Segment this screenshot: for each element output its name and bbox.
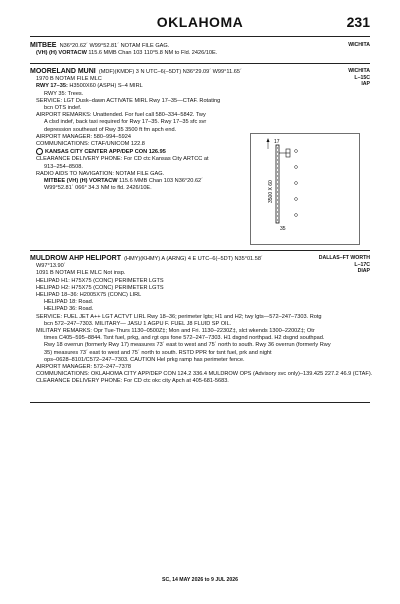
airport-diagram [250, 133, 360, 245]
state-title: OKLAHOMA [156, 14, 244, 30]
muldrow-elev: 1091 B NOTAM FILE MLC Not insp. [36, 270, 126, 277]
muldrow-chart-refs [319, 255, 370, 275]
airport-diagram-svg [250, 133, 360, 245]
muldrow-mil-5: ops–0628–8101/C572–247–7303. CAUTION Hel prkg ramp has perimeter fence. [44, 356, 245, 363]
mooreland-service: SERVICE: LGT Dusk–dawn ACTIVATE MIRL Rwy 17–35—CTAF. Rotating [36, 97, 221, 104]
mooreland-radio-3: W99°52.81´ 066° 34.3 NM to fld. 2426/10E. [44, 185, 152, 192]
mooreland-radio-label: MITBEE (VH) (H) VORTACW [44, 178, 118, 185]
mooreland-remarks-3: depression southeast of Rwy 35 3500 ft fm apch end. [44, 126, 177, 133]
tree-icon [295, 182, 298, 185]
muldrow-name: MULDROW AHP HELIPORT [30, 255, 121, 262]
divider-3 [30, 402, 370, 403]
muldrow-rwy: HELIPAD 18–36: H2005X75 (CONC) LIRL [36, 292, 142, 299]
mooreland-rwy-label: RWY 17–35: [36, 83, 68, 90]
muldrow-mil-1: MILITARY REMARKS: Opr Tue-Thurs 1130–0500Z‡; Mon and Fri. 1130–2230Z‡, slct wkends 1300–2200Z‡; Otr [36, 328, 315, 335]
muldrow-entry [30, 255, 373, 386]
mooreland-kc: KANSAS CITY CENTER APP/DEP CON 126.95 [45, 149, 166, 156]
mooreland-name: MOORELAND MUNI [30, 68, 96, 75]
runway-17-label: 17 [274, 139, 280, 145]
muldrow-service-2: bcn 572–247–7303. MILITARY— JASU 1 AGPU F. FUEL J8 FLUID SP OIL. [44, 320, 232, 327]
runway-35-label: 35 [280, 226, 286, 232]
mooreland-ref-3: IAP [361, 81, 370, 87]
mitbee-chart-ref: WICHITA [348, 42, 370, 48]
runway-length-label: 3500 X 60 [268, 180, 274, 203]
mooreland-chart-refs [348, 68, 370, 88]
divider-2 [30, 250, 370, 251]
muldrow-mil-3: Rwy 18 overrun (formerly Rwy 17) measures 73´ east to west and 75´ north to south. Rwy 36 overrun (formerly Rwy [44, 342, 331, 349]
muldrow-comms: COMMUNICATIONS: OKLAHOMA CITY APP/DEP CON 124.2 336.4 MULDROW OPS (Advisory svc only)–139.425 227.2 46.9 (CTAF). [36, 371, 373, 378]
mitbee-coords: N36°20.62´ W99°52.81´ NOTAM FILE GAG. [59, 43, 170, 49]
mooreland-clearance: CLEARANCE DELIVERY PHONE: For CD ctc Kansas City ARTCC at [36, 156, 209, 163]
mitbee-name: MITBEE [30, 42, 57, 49]
mooreland-remarks-2: A clsd indef, back taxi required for Rwy 17–35. Rwy 17–35 sfc svr [44, 119, 207, 126]
mooreland-clearance-2: 913–254–8508. [44, 163, 83, 170]
mitbee-entry [30, 42, 370, 57]
muldrow-mil-4: 35) measures 73´ east to west and 75´ north to south. RSTD PPR for tsnt fuel, prk and night [44, 349, 272, 356]
mooreland-radio-2: 115.6 MMB Chan 103 N36°20.62´ [119, 178, 204, 185]
tree-icon [295, 150, 298, 153]
header-rule [30, 36, 370, 37]
muldrow-h18: HELIPAD 18: Road. [44, 299, 94, 306]
muldrow-ref-3: DIAP [357, 268, 370, 274]
mooreland-comms: COMMUNICATIONS: CTAF/UNICOM 122.8 [36, 141, 145, 148]
tree-icon [295, 198, 298, 201]
mitbee-vortac-label: (VH) (H) VORTACW [36, 50, 87, 57]
muldrow-mil-2: times C405–595–8844. Tsnt fuel, prkg, and rgt ops fone 572–247–7303. H1 dsgnd northpad. H2 dsgnd southpad. [44, 335, 325, 342]
page-footer: SC, 14 MAY 2026 to 9 JUL 2026 [161, 577, 239, 583]
mooreland-ident: (MDF)(KMDF) 3 N UTC–6(–5DT) N36°29.09´ W99°11.65´ [98, 69, 242, 75]
muldrow-service: SERVICE: FUEL JET A++ LGT ACTVT LIRL Rwy 18–36; perimeter lgts; H1 and H2; twy lgts—572–247–7303. Rotg [36, 313, 322, 320]
mooreland-service-2: bcn OTS indef. [44, 105, 82, 112]
mooreland-manager: AIRPORT MANAGER: 580–994–5924 [36, 133, 131, 140]
tree-icon [295, 214, 298, 217]
page-number: 231 [346, 14, 370, 30]
mooreland-rwy: H3500X60 (ASPH) S–4 MIRL [69, 83, 143, 90]
muldrow-h2: HELIPAD H2: H75X75 (CONC) PERIMETER LGTS [36, 284, 164, 291]
muldrow-ident: (HMY)(KHMY) A (ARNG) 4 E UTC–6(–5DT) N35°01.58´ [124, 256, 263, 262]
mooreland-remarks: AIRPORT REMARKS: Unattended. For fuel call 580–334–5842. Twy [36, 112, 206, 119]
north-arrowhead-icon [267, 138, 270, 142]
mitbee-vortac: 115.6 MMB Chan 103 110°5.8 NM to Fld. 2426/10E. [88, 50, 218, 57]
muldrow-manager: AIRPORT MANAGER: 572–247–7378 [36, 364, 131, 371]
page-header [30, 14, 370, 36]
mooreland-radio: RADIO AIDS TO NAVIGATION: NOTAM FILE GAG. [36, 170, 165, 177]
mooreland-ref-2: L–15C [354, 74, 370, 81]
tree-icon [295, 166, 298, 169]
mooreland-ref-1: WICHITA [348, 68, 370, 74]
mooreland-rwy35: RWY 35: Trees. [44, 90, 84, 97]
muldrow-ref-1: DALLAS–FT WORTH [318, 255, 370, 261]
mooreland-elev: 1970 B NOTAM FILE MLC [36, 76, 102, 83]
muldrow-clearance: CLEARANCE DELIVERY PHONE: For CD ctc okc city Apch at 405-681-5683. [36, 378, 229, 385]
muldrow-h36: HELIPAD 36: Road. [44, 306, 94, 313]
divider-1 [30, 63, 370, 64]
muldrow-coord2: W97°13.90´ [36, 263, 66, 270]
diagram-border [251, 134, 360, 245]
muldrow-ref-2: L–17C [354, 261, 370, 268]
muldrow-h1: HELIPAD H1: H75X75 (CONC) PERIMETER LGTS [36, 277, 164, 284]
globe-icon [36, 148, 43, 155]
